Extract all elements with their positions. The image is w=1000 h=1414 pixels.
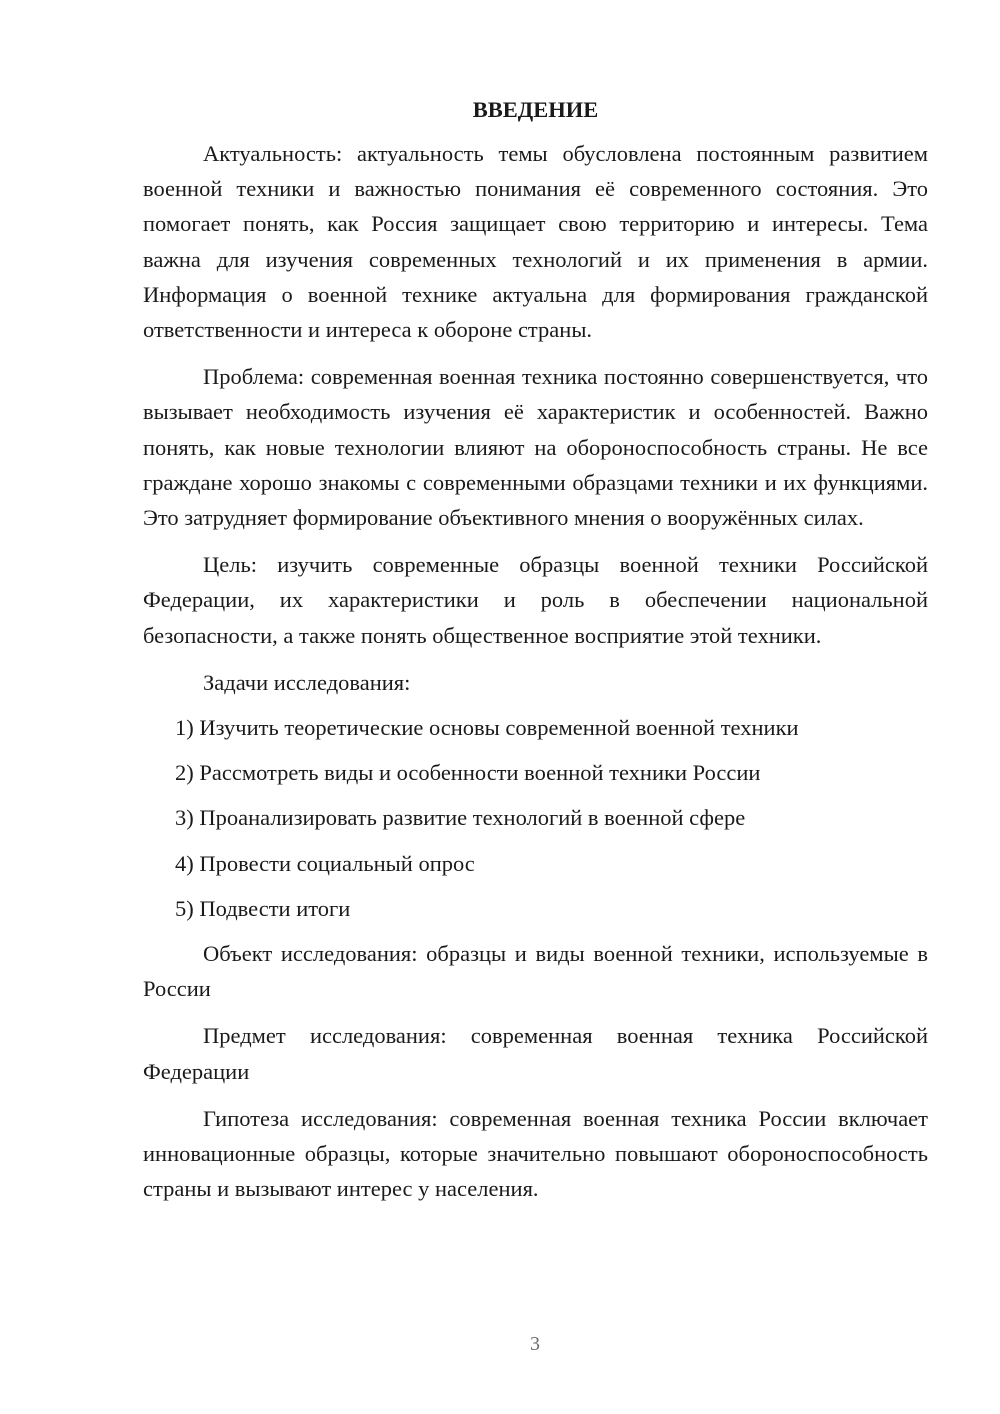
hypothesis-paragraph: Гипотеза исследования: современная военная техника России включает инновационные образцы, которые значительно повышают обороноспособность страны и вызывают интерес у населения. xyxy=(143,1105,928,1202)
object-paragraph: Объект исследования: образцы и виды военной техники, используемые в России xyxy=(143,941,928,1002)
subject-paragraph: Предмет исследования: современная военная техника Российской Федерации xyxy=(143,1023,928,1084)
document-body xyxy=(143,92,928,1218)
page-heading: ВВЕДЕНИЕ xyxy=(472,97,599,122)
list-item: 4) Провести социальный опрос xyxy=(175,850,475,876)
problem-paragraph: Проблема: современная военная техника постоянно совершенствуется, что вызывает необходимость изучения её характеристик и особенностей. Важно понять, как новые технологии влияют на обороноспособность страны. Не все граждане хорошо знакомы с современными образцами техники и их функциями. Это затрудняет формирование объективного мнения о вооружённых силах. xyxy=(143,364,928,531)
relevance-paragraph: Актуальность: актуальность темы обусловлена постоянным развитием военной техники и важностью понимания её современного состояния. Это помогает понять, как Россия защищает свою территорию и интересы. Тема важна для изучения современных технологий и их применения в армии. Информация о военной технике актуальна для формирования гражданской ответственности и интереса к обороне страны. xyxy=(143,141,928,343)
tasks-intro: Задачи исследования: xyxy=(203,669,411,695)
page-number: 3 xyxy=(530,1333,540,1355)
goal-paragraph: Цель: изучить современные образцы военной техники Российской Федерации, их характеристики и роль в обеспечении национальной безопасности, а также понять общественное восприятие этой техники. xyxy=(143,552,928,648)
list-item: 1) Изучить теоретические основы современной военной техники xyxy=(175,715,799,741)
list-item: 3) Проанализировать развитие технологий в военной сфере xyxy=(175,805,746,831)
tasks-list xyxy=(143,710,928,926)
list-item: 5) Подвести итоги xyxy=(175,895,351,921)
list-item: 2) Рассмотреть виды и особенности военной техники России xyxy=(175,760,761,786)
